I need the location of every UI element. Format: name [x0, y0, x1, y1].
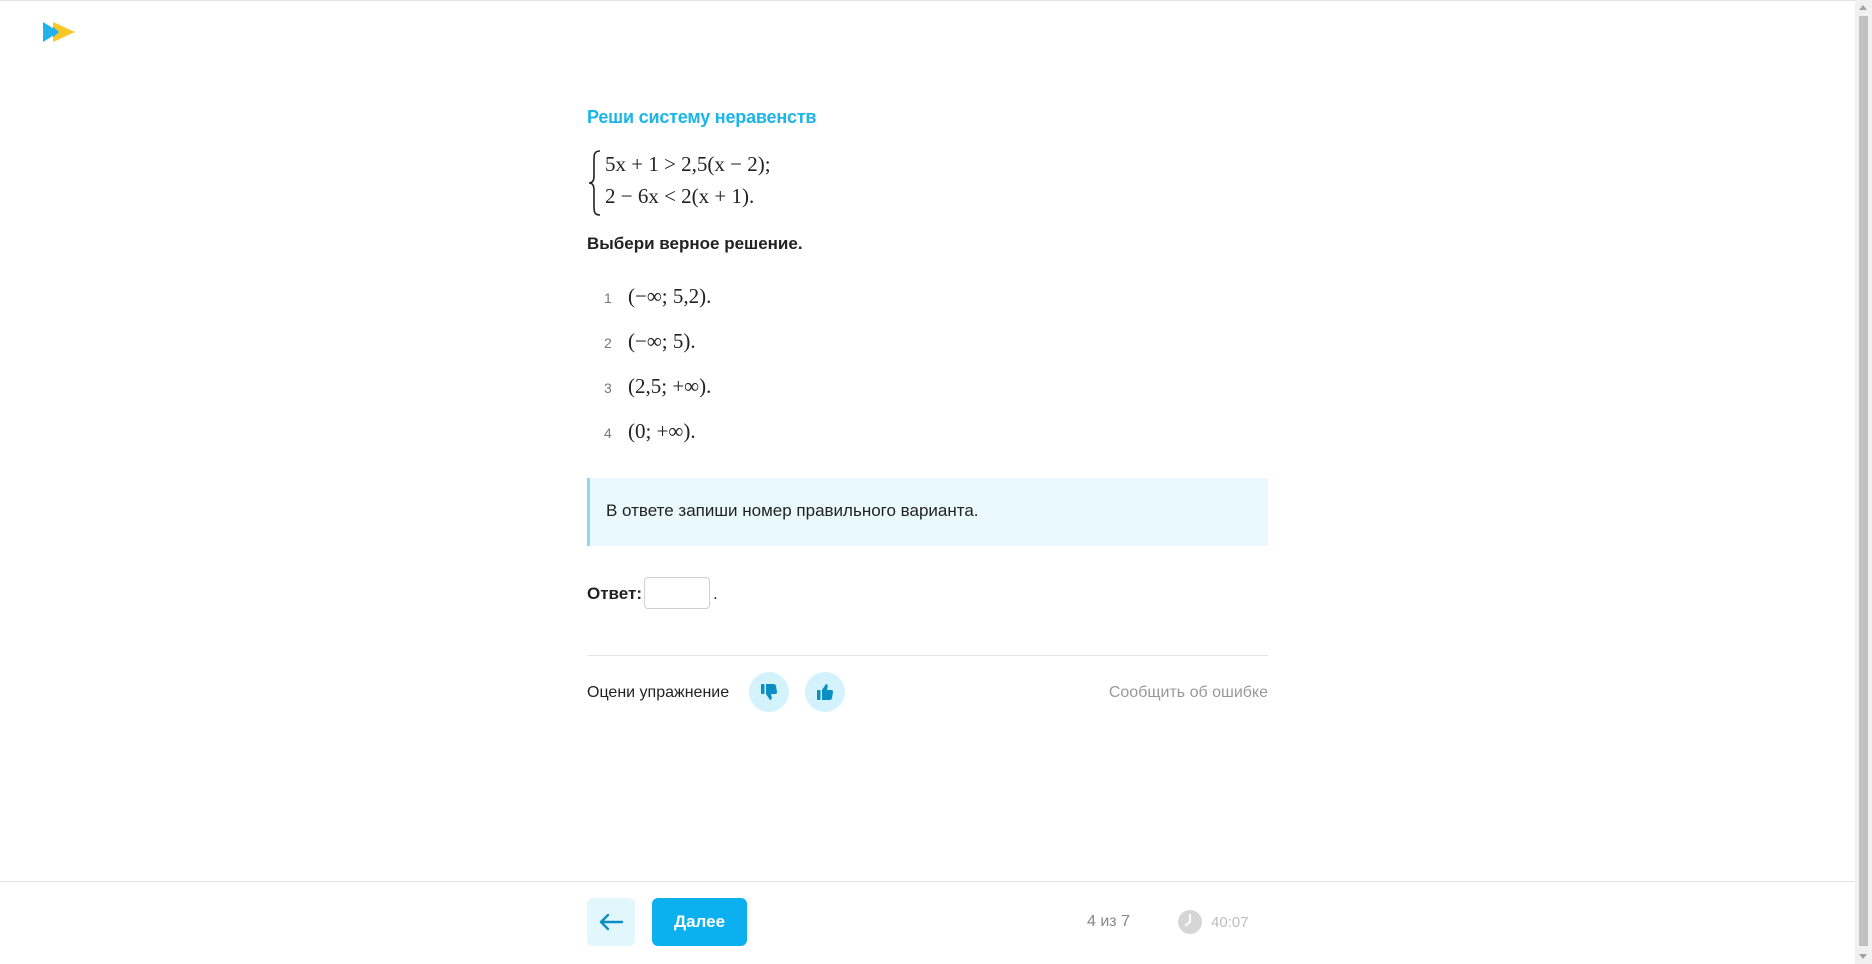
option-value: (2,5; +∞). [628, 374, 712, 398]
footer-divider [0, 881, 1855, 882]
scroll-down-icon[interactable] [1859, 954, 1867, 959]
option-value: (−∞; 5,2). [628, 284, 712, 308]
answer-input[interactable] [644, 577, 710, 609]
option-2 [587, 325, 987, 361]
thumbs-up-icon [815, 682, 835, 702]
option-number: 4 [604, 425, 612, 441]
option-number: 2 [604, 335, 612, 351]
answer-row [587, 577, 887, 611]
rate-label: Оцени упражнение [587, 684, 730, 701]
option-number: 1 [604, 290, 612, 306]
timer: 40:07 [1211, 914, 1249, 931]
option-value: (0; +∞). [628, 419, 696, 443]
option-4 [587, 415, 987, 451]
option-3 [587, 370, 987, 406]
inequality-system [587, 148, 887, 218]
option-value: (−∞; 5). [628, 329, 696, 353]
divider [587, 655, 1268, 656]
dislike-button[interactable] [749, 672, 789, 712]
option-number: 3 [604, 380, 612, 396]
back-button[interactable] [587, 898, 635, 946]
top-border [0, 0, 1855, 1]
inequality-2: 2 − 6x < 2(x + 1). [605, 184, 755, 208]
answer-suffix: . [713, 584, 718, 603]
scroll-thumb[interactable] [1859, 16, 1868, 946]
task-title: Реши систему неравенств [587, 107, 817, 127]
answer-label: Ответ: [587, 584, 642, 603]
like-button[interactable] [805, 672, 845, 712]
inequality-1: 5x + 1 > 2,5(x − 2); [605, 152, 771, 176]
next-button[interactable]: Далее [652, 898, 747, 946]
arrow-left-icon [598, 913, 624, 931]
report-error-link[interactable]: Сообщить об ошибке [1108, 684, 1268, 701]
vertical-scrollbar[interactable] [1855, 0, 1872, 964]
scroll-up-icon[interactable] [1859, 5, 1867, 10]
hint-text: В ответе запиши номер правильного варианта. [606, 501, 979, 520]
play-logo-icon[interactable] [41, 20, 77, 44]
hint-box [587, 478, 1268, 546]
progress-indicator: 4 из 7 [1087, 913, 1130, 930]
option-1 [587, 280, 987, 316]
task-subtitle: Выбери верное решение. [587, 234, 803, 253]
clock-icon [1178, 910, 1202, 934]
thumbs-down-icon [759, 682, 779, 702]
curly-brace-icon [587, 148, 603, 218]
